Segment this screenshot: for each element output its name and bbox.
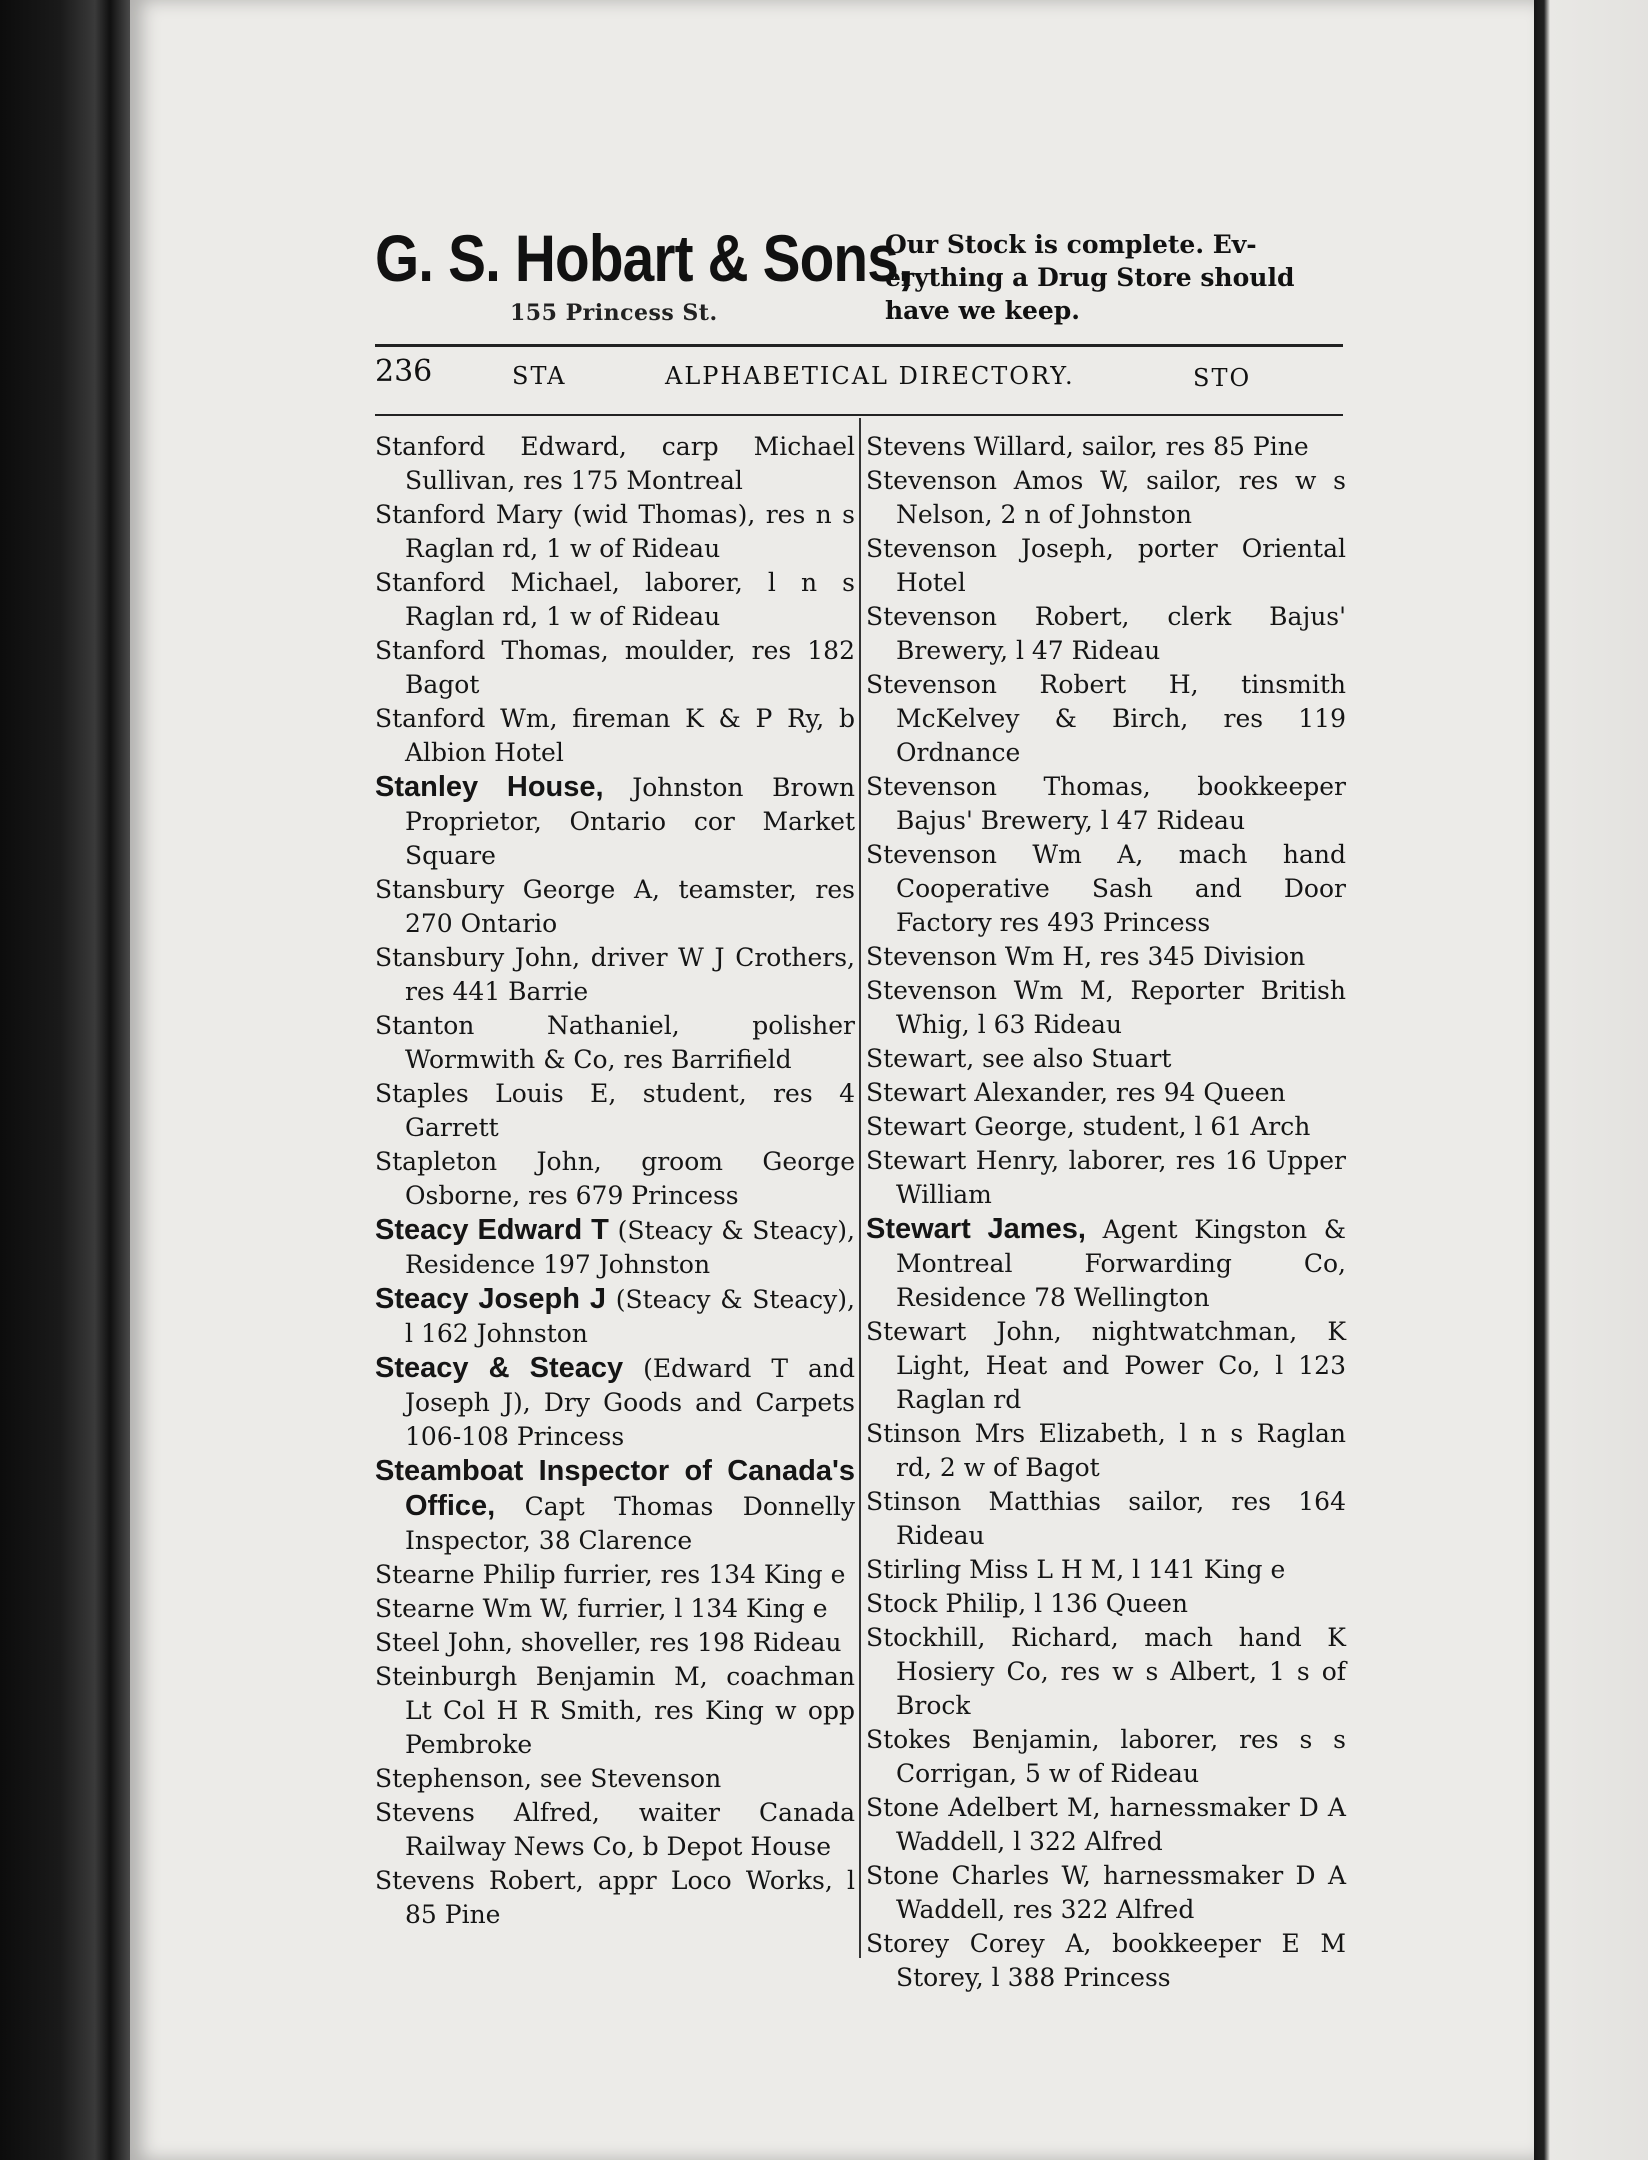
directory-entry <box>866 1553 1346 1587</box>
directory-entry <box>375 770 855 873</box>
running-header <box>375 350 1343 400</box>
entry-text: Stevens Robert, appr Loco Works, l 85 Pine <box>375 1866 855 1929</box>
page-number: 236 <box>375 354 433 389</box>
entry-text: Stevenson Robert H, tinsmith McKelvey & Birch, res 119 Ordnance <box>866 670 1346 767</box>
entry-text: Stinson Matthias sailor, res 164 Rideau <box>866 1487 1346 1550</box>
entry-text: (Steacy & Steacy), Residence 197 Johnston <box>405 1216 856 1279</box>
directory-entry <box>866 464 1346 532</box>
entry-text: Stansbury John, driver W J Crothers, res 441 Barrie <box>375 943 855 1006</box>
directory-entry <box>866 1587 1346 1621</box>
entry-text: Stanton Nathaniel, polisher Wormwith & Co, res Barrifield <box>375 1011 855 1074</box>
directory-entry <box>375 1145 855 1213</box>
entry-text: Stock Philip, l 136 Queen <box>866 1589 1189 1618</box>
entry-text: Stephenson, see Stevenson <box>375 1764 722 1793</box>
entry-text: Stearne Wm W, furrier, l 134 King e <box>375 1594 828 1623</box>
directory-entry <box>375 430 855 498</box>
directory-entry <box>375 1454 855 1558</box>
entry-text: Stockhill, Richard, mach hand K Hosiery Co, res w s Albert, 1 s of Brock <box>866 1623 1346 1720</box>
entry-text: Stevenson Wm H, res 345 Division <box>866 942 1306 971</box>
directory-entry <box>375 1762 855 1796</box>
directory-entry <box>866 770 1346 838</box>
directory-entry <box>866 1723 1346 1791</box>
ad-slogan-line: have we keep. <box>885 296 1080 325</box>
entry-bold-name: Steacy & Steacy <box>375 1352 624 1384</box>
entry-text: Stewart Alexander, res 94 Queen <box>866 1078 1286 1107</box>
directory-entry <box>866 1110 1346 1144</box>
entry-text: Johnston Brown Proprietor, Ontario cor Market Square <box>405 773 855 870</box>
entry-text: Stevens Willard, sailor, res 85 Pine <box>866 432 1309 461</box>
entry-text: (Steacy & Steacy), l 162 Johnston <box>405 1285 855 1348</box>
directory-entry <box>866 1042 1346 1076</box>
directory-entry <box>866 940 1346 974</box>
right-guide-word: STO <box>1193 364 1252 392</box>
directory-entry <box>375 498 855 566</box>
directory-entry <box>866 1859 1346 1927</box>
entry-bold-name: Stanley House, <box>375 771 604 803</box>
entry-text: Stirling Miss L H M, l 141 King e <box>866 1555 1286 1584</box>
directory-entry <box>375 1213 855 1282</box>
directory-entry <box>866 1417 1346 1485</box>
directory-entry <box>866 1315 1346 1417</box>
directory-entry <box>375 1282 855 1351</box>
directory-entry <box>375 1351 855 1454</box>
directory-entry <box>375 566 855 634</box>
directory-entry <box>866 1485 1346 1553</box>
entry-text: (Edward T and Joseph J), Dry Goods and Carpets 106-108 Princess <box>405 1354 855 1451</box>
entry-text: Stevenson Thomas, bookkeeper Bajus' Brewery, l 47 Rideau <box>866 772 1346 835</box>
left-column <box>375 430 855 1932</box>
entry-text: Stearne Philip furrier, res 134 King e <box>375 1560 846 1589</box>
book-binding-edge <box>0 0 130 2160</box>
entry-text: Staples Louis E, student, res 4 Garrett <box>375 1079 855 1142</box>
entry-text: Storey Corey A, bookkeeper E M Storey, l 388 Princess <box>866 1929 1346 1992</box>
entry-text: Stewart John, nightwatchman, K Light, Heat and Power Co, l 123 Raglan rd <box>866 1317 1346 1414</box>
header-rule-top <box>375 344 1343 347</box>
entry-text: Stewart, see also Stuart <box>866 1044 1172 1073</box>
entry-text: Stone Adelbert M, harnessmaker D A Waddell, l 322 Alfred <box>866 1793 1346 1856</box>
directory-entry <box>866 1791 1346 1859</box>
directory-entry <box>375 634 855 702</box>
directory-entry <box>375 1660 855 1762</box>
directory-entry <box>375 1796 855 1864</box>
entry-text: Stevenson Joseph, porter Oriental Hotel <box>866 534 1346 597</box>
directory-entry <box>375 1077 855 1145</box>
entry-bold-name: Steacy Edward T <box>375 1214 609 1246</box>
directory-entry <box>866 1144 1346 1212</box>
entry-text: Stanford Mary (wid Thomas), res n s Raglan rd, 1 w of Rideau <box>375 500 855 563</box>
ad-business-name: G. S. Hobart & Sons, <box>375 221 913 295</box>
directory-entry <box>375 1592 855 1626</box>
entry-text: Stewart George, student, l 61 Arch <box>866 1112 1311 1141</box>
entry-text: Steinburgh Benjamin M, coachman Lt Col H R Smith, res King w opp Pembroke <box>375 1662 855 1759</box>
entry-text: Stevenson Wm M, Reporter British Whig, l 63 Rideau <box>866 976 1346 1039</box>
entry-text: Stewart Henry, laborer, res 16 Upper William <box>866 1146 1346 1209</box>
directory-entry <box>866 532 1346 600</box>
right-column <box>866 430 1346 1995</box>
entry-text: Stinson Mrs Elizabeth, l n s Raglan rd, 2 w of Bagot <box>866 1419 1346 1482</box>
entry-text: Steel John, shoveller, res 198 Rideau <box>375 1628 842 1657</box>
entry-text: Stapleton John, groom George Osborne, res 679 Princess <box>375 1147 855 1210</box>
column-divider <box>859 418 861 1958</box>
entry-bold-name: Steamboat Inspector of Canada's Office, <box>375 1455 855 1522</box>
directory-entry <box>375 1864 855 1932</box>
directory-entry <box>375 1558 855 1592</box>
entry-text: Stokes Benjamin, laborer, res s s Corrigan, 5 w of Rideau <box>866 1725 1346 1788</box>
directory-entry <box>866 1212 1346 1315</box>
directory-entry <box>866 430 1346 464</box>
directory-entry <box>866 1076 1346 1110</box>
entry-text: Capt Thomas Donnelly Inspector, 38 Clarence <box>405 1492 855 1555</box>
entry-text: Stanford Thomas, moulder, res 182 Bagot <box>375 636 855 699</box>
directory-entry <box>866 1927 1346 1995</box>
facing-page-edge <box>1534 0 1648 2160</box>
ad-slogan-line: Our Stock is complete. Ev- <box>885 230 1257 259</box>
directory-entry <box>866 974 1346 1042</box>
entry-bold-name: Stewart James, <box>866 1213 1086 1245</box>
entry-text: Stone Charles W, harnessmaker D A Waddell, res 322 Alfred <box>866 1861 1346 1924</box>
ad-slogan <box>885 228 1360 327</box>
header-rule-bottom <box>375 414 1343 416</box>
directory-entry <box>866 600 1346 668</box>
directory-entry <box>375 702 855 770</box>
directory-entry <box>866 1621 1346 1723</box>
directory-entry <box>375 1009 855 1077</box>
advertisement-banner <box>375 218 1355 338</box>
ad-slogan-line: erything a Drug Store should <box>885 263 1295 292</box>
ad-address: 155 Princess St. <box>510 300 718 326</box>
page-title: ALPHABETICAL DIRECTORY. <box>665 362 1075 390</box>
entry-text: Agent Kingston & Montreal Forwarding Co, Residence 78 Wellington <box>896 1215 1346 1312</box>
entry-text: Stevens Alfred, waiter Canada Railway News Co, b Depot House <box>375 1798 855 1861</box>
entry-text: Stanford Wm, fireman K & P Ry, b Albion Hotel <box>375 704 855 767</box>
directory-entry <box>866 668 1346 770</box>
directory-entry <box>375 873 855 941</box>
entry-text: Stevenson Wm A, mach hand Cooperative Sash and Door Factory res 493 Princess <box>866 840 1346 937</box>
entry-text: Stanford Michael, laborer, l n s Raglan rd, 1 w of Rideau <box>375 568 855 631</box>
directory-entry <box>375 1626 855 1660</box>
directory-entry <box>866 838 1346 940</box>
left-guide-word: STA <box>512 362 567 390</box>
directory-entry <box>375 941 855 1009</box>
entry-text: Stansbury George A, teamster, res 270 Ontario <box>375 875 855 938</box>
entry-bold-name: Steacy Joseph J <box>375 1283 606 1315</box>
entry-text: Stevenson Amos W, sailor, res w s Nelson, 2 n of Johnston <box>866 466 1346 529</box>
entry-text: Stanford Edward, carp Michael Sullivan, res 175 Montreal <box>375 432 855 495</box>
entry-text: Stevenson Robert, clerk Bajus' Brewery, l 47 Rideau <box>866 602 1346 665</box>
